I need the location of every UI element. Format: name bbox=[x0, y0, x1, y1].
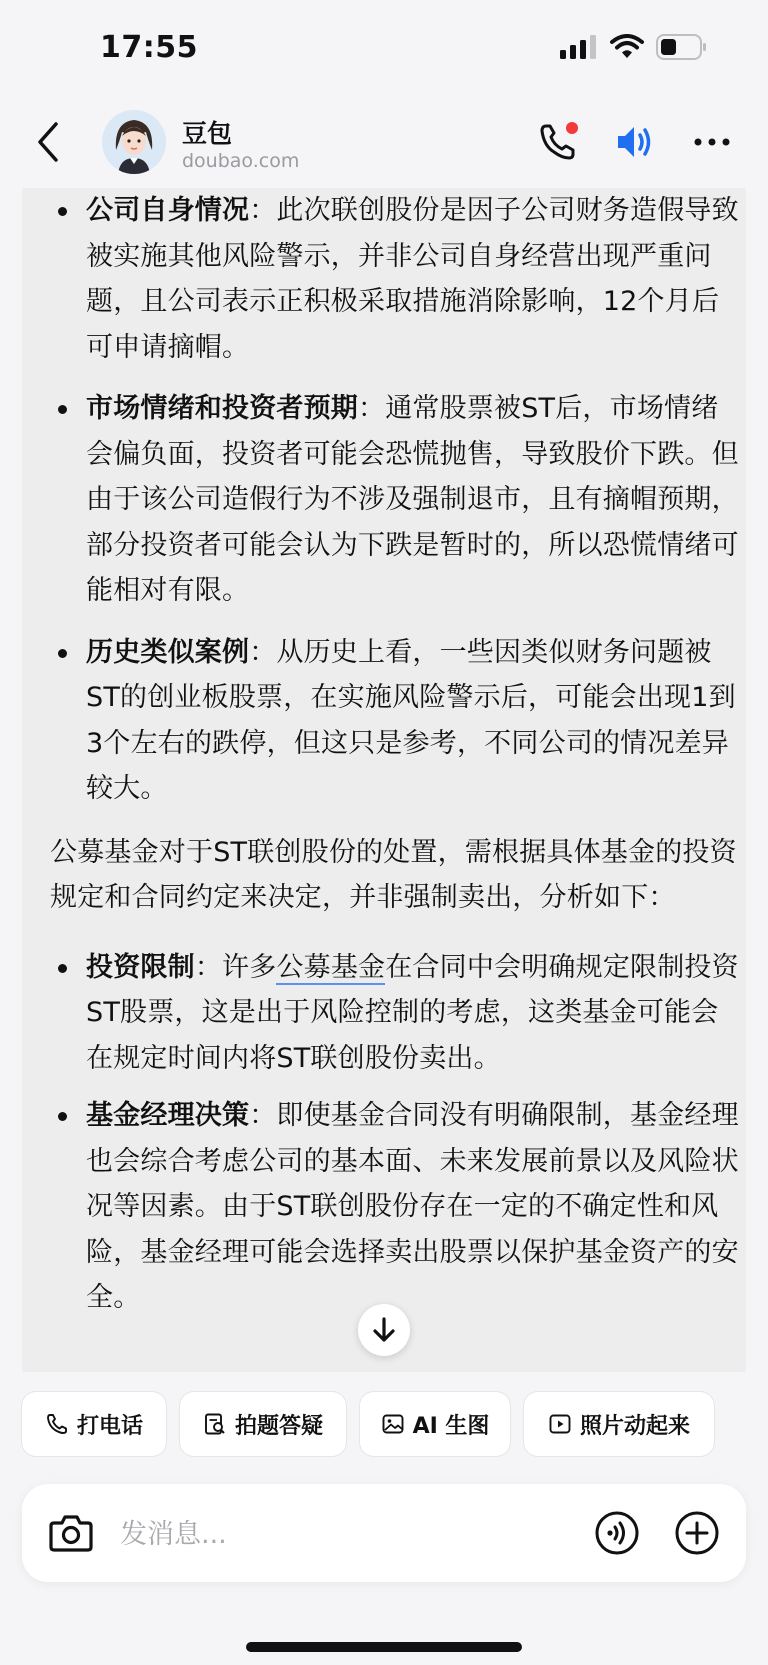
scroll-to-bottom-button[interactable] bbox=[358, 1304, 410, 1356]
list-item-term: 市场情绪和投资者预期 bbox=[86, 393, 358, 424]
scan-question-icon bbox=[203, 1412, 227, 1436]
chip-label: 照片动起来 bbox=[579, 1413, 690, 1439]
message-content bbox=[50, 188, 740, 1333]
back-icon[interactable] bbox=[28, 118, 68, 166]
list-item bbox=[50, 1093, 740, 1321]
camera-icon[interactable] bbox=[48, 1512, 94, 1554]
message-paragraph: 公募基金对于ST联创股份的处置，需根据具体基金的投资规定和合同约定来决定，并非强制卖出，分析如下： bbox=[50, 836, 737, 913]
chip-label: AI 生图 bbox=[412, 1413, 490, 1439]
speaker-icon[interactable] bbox=[614, 122, 658, 162]
avatar-portrait-icon bbox=[102, 110, 166, 174]
assistant-message bbox=[22, 188, 746, 1372]
message-composer bbox=[22, 1484, 746, 1582]
wifi-icon bbox=[610, 34, 644, 60]
list-item-term: 公司自身情况 bbox=[86, 195, 250, 226]
arrow-down-icon bbox=[371, 1316, 397, 1344]
chip-label: 拍题答疑 bbox=[234, 1413, 323, 1439]
home-indicator bbox=[246, 1642, 522, 1652]
list-item bbox=[50, 386, 740, 614]
bot-name: 豆包 bbox=[182, 119, 233, 148]
list-item-text: ：此次联创股份是因子公司财务造假导致被实施其他风险警示，并非公司自身经营出现严重问题，且公司表示正积极采取措施消除影响，12个月后可申请摘帽。 bbox=[86, 195, 739, 363]
list-item-text: ：即使基金合同没有明确限制，基金经理也会综合考虑公司的基本面、未来发展前景以及风险状况等因素。由于ST联创股份存在一定的不确定性和风险，基金经理可能会选择卖出股票以保护基金资产的安全。 bbox=[86, 1100, 739, 1313]
battery-icon bbox=[656, 34, 708, 60]
play-icon bbox=[548, 1412, 572, 1436]
list-item-text: ：从历史上看，一些因类似财务问题被ST的创业板股票，在实施风险警示后，可能会出现1到3个左右的跌停，但这只是参考，不同公司的情况差异较大。 bbox=[86, 636, 736, 804]
phone-call-icon[interactable] bbox=[536, 120, 580, 164]
chat-header bbox=[0, 100, 768, 188]
list-item-text: 在合同中会明确规定限制投资ST股票，这是出于风险控制的考虑，这类基金可能会在规定时间内将ST联创股份卖出。 bbox=[86, 951, 739, 1074]
list-item-term: 历史类似案例 bbox=[86, 636, 250, 668]
chip-scan-question[interactable] bbox=[180, 1392, 346, 1456]
more-options-icon[interactable] bbox=[690, 128, 734, 156]
list-item bbox=[50, 630, 740, 812]
list-item-text: ：通常股票被ST后，市场情绪会偏负面，投资者可能会恐慌抛售，导致股价下跌。但由于该公司造假行为不涉及强制退市，且有摘帽预期，部分投资者可能会认为下跌是暂时的，所以恐慌情绪可能相对有限。 bbox=[86, 393, 739, 606]
list-item-text: ：许多 bbox=[194, 951, 277, 983]
phone-icon bbox=[45, 1412, 69, 1436]
list-item-term: 基金经理决策 bbox=[86, 1100, 250, 1131]
image-icon bbox=[381, 1412, 405, 1436]
bot-domain: doubao.com bbox=[182, 150, 300, 172]
term-link[interactable]: 公募基金 bbox=[276, 951, 386, 983]
chip-animate-photo[interactable] bbox=[524, 1392, 714, 1456]
chip-phone-call[interactable] bbox=[22, 1392, 166, 1456]
status-bar bbox=[0, 0, 768, 100]
cellular-signal-icon bbox=[560, 35, 598, 59]
list-item bbox=[50, 945, 740, 1082]
list-item-term: 投资限制 bbox=[86, 951, 195, 983]
plus-icon[interactable] bbox=[674, 1510, 720, 1556]
avatar[interactable] bbox=[102, 110, 166, 174]
status-time: 17:55 bbox=[100, 30, 198, 65]
list-item bbox=[50, 188, 740, 370]
chip-ai-image[interactable] bbox=[360, 1392, 510, 1456]
status-icons bbox=[560, 34, 708, 60]
impact-list bbox=[50, 188, 740, 812]
fund-analysis-list bbox=[50, 945, 740, 1321]
message-input[interactable] bbox=[118, 1510, 502, 1558]
chip-label: 打电话 bbox=[76, 1413, 143, 1439]
quick-actions bbox=[22, 1392, 762, 1456]
voice-input-icon[interactable] bbox=[594, 1510, 640, 1556]
